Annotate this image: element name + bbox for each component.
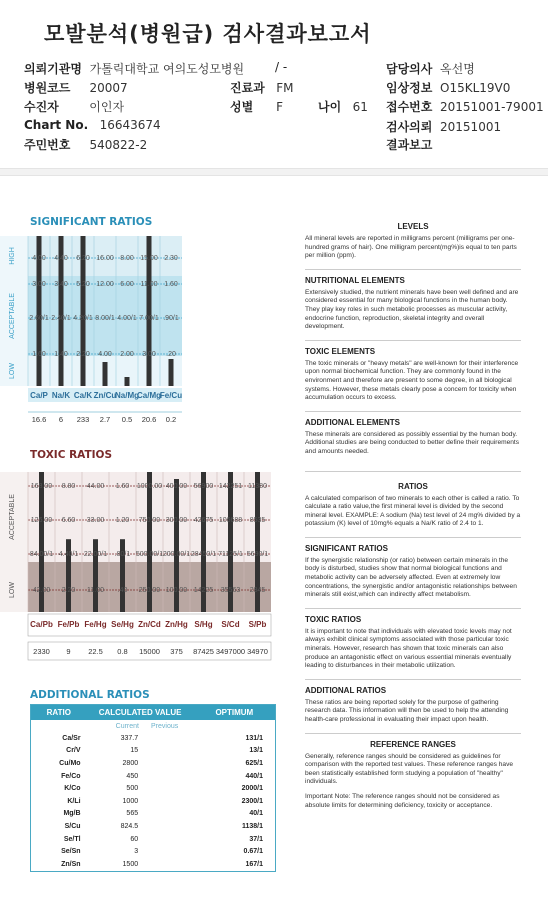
institution-label: 의뢰기관명: [24, 62, 82, 76]
doctor-field: [386, 60, 475, 77]
zone-label: HIGH: [9, 247, 16, 265]
significant-text: If the synergistic relationship (or ratio) between certain minerals in the body is disturbed, studies show that normal biological functions and metabolic activity can be adversely affected. Even at extremely low concentrations, the synergistic and/or antagonistic relationships between minerals still exist,which can indirectly affect metabolism.: [305, 556, 517, 599]
tick-label: 11.00: [140, 281, 158, 288]
ratio-value: 6: [58, 415, 64, 424]
tick-label: 1.40: [54, 351, 68, 358]
header-dash: / -: [275, 60, 288, 74]
table-row: [31, 757, 275, 770]
current-cell: 337.7: [120, 734, 139, 742]
col-previous: Previous: [151, 722, 179, 730]
tick-label: 14225: [193, 587, 214, 594]
ratio-value: 15000: [139, 647, 160, 656]
ratio-cell: Se/Sn: [61, 848, 81, 856]
ratio-cell: S/Cu: [64, 822, 81, 830]
toxic-ratios-text: It is important to note that individuals with elevated toxic levels may not always exhibit clinical symptoms associated with those particular toxic minerals. However, research has shown that toxic minerals can also produce an antagonistic effect on various essential minerals eventually leading to disturbances in their metabolic utilization.: [305, 627, 512, 670]
tick-label: 4.00: [98, 351, 112, 358]
table-subheader: [31, 720, 275, 732]
ratio-cell: Zn/Sn: [61, 860, 81, 868]
reference-note: Important Note: The reference ranges should not be considered as absolute limits for determining deficiency, toxicity or acceptance.: [305, 792, 500, 809]
receipt-no-label: 접수번호: [386, 100, 433, 114]
ratio-value: 233: [76, 415, 90, 424]
ratio-value: 2.7: [99, 415, 111, 424]
ratio-value: 20.6: [141, 415, 157, 424]
nutritional-heading: NUTRITIONAL ELEMENTS: [305, 269, 521, 285]
tick-label: .20: [166, 351, 176, 358]
tick-label: 126.00: [30, 517, 53, 524]
toxic-elements-text: The toxic minerals or "heavy metals" are well-known for their interference upon normal biochemical function. They are commonly found in the environment and therefore are present to some degree, in all biological systems. However, these metals clearly pose a concern for toxicity when accumulation occurs to excess.: [305, 359, 519, 402]
reg-no-field: [24, 136, 147, 153]
additional-elements-text: These minerals are considered as possibly essential by the human body. Additional studies are being conducted to better define their requirements and amounts needed.: [305, 430, 520, 455]
tick-label: 2.60/1: [29, 315, 49, 322]
ratio-value: 375: [170, 647, 183, 656]
ratio-bar: [169, 359, 174, 386]
chart-no-value: 16643674: [99, 118, 161, 132]
clinical-info-field: [386, 79, 510, 96]
tick-label: 2.40/1: [51, 315, 71, 322]
tick-label: 200.00/1: [162, 551, 191, 558]
additional-ratios-title: ADDITIONAL RATIOS: [30, 689, 150, 701]
dept-field: [230, 79, 294, 96]
ratio-name: Ca/P: [30, 391, 48, 400]
zone-label: ACCEPTABLE: [9, 293, 16, 339]
additional-ratios-text: These ratios are being reported solely for the purpose of gathering research data. This information will then be used to help the attending health-care professional in evaluating their impact upon health.: [305, 698, 509, 723]
current-cell: 1000: [122, 797, 139, 805]
ratio-value: 16.6: [31, 415, 47, 424]
tick-label: 11.00: [87, 587, 104, 594]
tick-label: 1.60: [164, 281, 178, 288]
ratio-cell: K/Li: [67, 797, 81, 805]
tick-label: 8.00: [120, 255, 134, 262]
table-row: [31, 808, 275, 821]
col-optimum: OPTIMUM: [215, 708, 254, 717]
optimum-cell: 131/1: [245, 734, 264, 742]
optimum-cell: 37/1: [249, 835, 264, 843]
tick-label: 1.60: [32, 351, 46, 358]
tick-label: 5690/1: [246, 551, 269, 558]
tick-label: 35563: [220, 587, 241, 594]
current-cell: 15: [130, 747, 139, 755]
ratio-bar: [125, 377, 130, 386]
ratios-heading: RATIOS: [305, 471, 521, 491]
tick-label: .90/1: [163, 315, 179, 322]
hospital-code-field: [24, 79, 128, 96]
tick-label: 3.00: [32, 281, 46, 288]
zone-label: LOW: [9, 363, 16, 379]
ratio-name: S/Cd: [221, 620, 240, 629]
ratio-name: Zn/Cu: [93, 391, 117, 400]
ratio-name: Ca/K: [73, 391, 93, 400]
clinical-info-value: O15KL19V0: [440, 81, 511, 95]
toxic-elements-heading: TOXIC ELEMENTS: [305, 340, 521, 356]
examinee-field: [24, 98, 124, 115]
ratio-name: Se/Hg: [111, 620, 134, 629]
levels-heading: LEVELS: [397, 222, 429, 231]
report-date-label: 결과보고: [386, 138, 433, 152]
toxic-ratios-chart: [0, 460, 300, 670]
institution-value: 가톨릭대학교 여의도성모병원: [89, 62, 245, 76]
chart-no-field: [24, 118, 161, 132]
age-label: 나이: [318, 100, 342, 114]
tick-label: 168.00: [30, 483, 53, 490]
tick-label: 2.00: [120, 351, 134, 358]
tick-label: 4.00/1: [117, 315, 137, 322]
ratio-value: 2330: [33, 647, 50, 656]
additional-ratios-heading: ADDITIONAL RATIOS: [305, 679, 521, 695]
toxic-ratios-heading: TOXIC RATIOS: [305, 608, 521, 624]
request-date-field: [386, 118, 501, 135]
tick-label: 1.20: [115, 517, 130, 524]
ratio-cell: Se/Tl: [63, 835, 81, 843]
tick-label: 2.20: [76, 351, 90, 358]
tick-label: 142251: [218, 483, 243, 490]
examinee-label: 수진자: [24, 100, 59, 114]
tick-label: 106688: [218, 517, 243, 524]
dept-value: FM: [276, 81, 294, 95]
toxic-ratios-title: TOXIC RATIOS: [30, 449, 113, 461]
age-value: 61: [352, 100, 368, 114]
ratio-name: Fe/Cu: [159, 391, 183, 400]
tick-label: 12.00: [96, 281, 114, 288]
tick-label: 750.00: [138, 517, 161, 524]
tick-label: 4.00: [32, 255, 46, 262]
ratio-name: Na/Mg: [115, 391, 139, 400]
ratios-text: A calculated comparison of two minerals to each other is called a ratio. To calculate a ratio value,the first mineral level is divided by the second mineral level. EXAMPLE: A sodium (Na) test level of 24 mg% divided by a potassium (K) level of 10mg% equals a Na/K ratio of 2.4 to 1.: [305, 494, 521, 528]
table-body: [31, 732, 275, 871]
ratio-value: 0.5: [121, 415, 133, 424]
report-title: 모발분석(병원급) 검사결과보고서: [44, 22, 372, 46]
tick-label: 71125/1: [218, 551, 243, 558]
table-row: [31, 795, 275, 808]
optimum-cell: 1138/1: [241, 822, 264, 830]
table-row: [31, 820, 275, 833]
hospital-code-value: 20007: [89, 81, 128, 95]
tick-label: 500.00/1: [135, 551, 164, 558]
ratio-value: 0.2: [165, 415, 177, 424]
tick-label: 1.60: [115, 483, 130, 490]
table-row: [31, 858, 275, 871]
doctor-label: 담당의사: [386, 62, 433, 76]
section-divider: [0, 168, 548, 176]
tick-label: 56900: [193, 483, 214, 490]
optimum-cell: 40/1: [249, 810, 264, 818]
tick-label: 7.00/1: [139, 315, 159, 322]
tick-label: 44.00: [86, 483, 105, 490]
table-row: [31, 782, 275, 795]
dept-label: 진료과: [230, 81, 265, 95]
tick-label: 22.00/1: [83, 551, 108, 558]
ratio-value: 87425: [193, 647, 214, 656]
hospital-code-label: 병원코드: [24, 81, 71, 95]
table-row: [31, 745, 275, 758]
ratio-cell: Ca/Sr: [62, 734, 81, 742]
ratio-value: 9: [66, 647, 71, 656]
tick-label: 4.20/1: [73, 315, 93, 322]
reference-text: Generally, reference ranges should be considered as guidelines for comparison with the reported test values. These reference ranges have been statistically established form studying a population of "healthy" individuals.: [305, 752, 514, 786]
ratio-value: 22.5: [88, 647, 103, 656]
request-date-label: 검사의뢰: [386, 120, 433, 134]
receipt-no-value: 20151001-79001: [440, 100, 544, 114]
tick-label: 3.40: [54, 281, 68, 288]
ratio-value: 0.8: [117, 647, 128, 656]
current-cell: 1500: [122, 860, 139, 868]
table-row: [31, 845, 275, 858]
reference-heading: REFERENCE RANGES: [305, 733, 521, 749]
table-row: [31, 833, 275, 846]
zone-label: ACCEPTABLE: [9, 494, 16, 540]
tick-label: 1000.00: [136, 483, 163, 490]
ratio-name: Na/K: [51, 391, 71, 400]
ratio-name: Fe/Hg: [84, 620, 107, 629]
optimum-cell: 2300/1: [241, 797, 264, 805]
significant-ratios-chart: [0, 228, 276, 426]
levels-text: All mineral levels are reported in milligrams percent (milligrams per one-hundred grams of hair). One milligram percent(mg%)is equal to ten parts per million (ppm).: [305, 235, 517, 260]
tick-label: 3.00: [142, 351, 156, 358]
additional-ratios-table: [30, 704, 276, 872]
reg-no-value: 540822-2: [89, 138, 148, 152]
tick-label: 42.00: [32, 587, 51, 594]
tick-label: 15.00: [140, 255, 158, 262]
tick-label: .40: [117, 587, 128, 594]
tick-label: 28450/1: [190, 551, 217, 558]
chart-no-label: Chart No.: [24, 118, 89, 132]
sex-value: F: [276, 100, 283, 114]
clinical-info-label: 임상정보: [386, 81, 433, 95]
request-date-value: 20151001: [440, 120, 502, 134]
receipt-no-field: [386, 98, 544, 115]
optimum-cell: 0.67/1: [243, 848, 264, 856]
tick-label: 11380: [248, 483, 267, 490]
col-calculated: CALCULATED VALUE: [98, 708, 182, 717]
ratio-cell: K/Co: [64, 785, 81, 793]
zone-label: LOW: [9, 582, 16, 598]
tick-label: 400.00: [165, 483, 188, 490]
tick-label: 6.00: [120, 281, 134, 288]
current-cell: 60: [130, 835, 139, 843]
doctor-value: 옥선명: [440, 62, 475, 76]
optimum-cell: 2000/1: [241, 785, 264, 793]
optimum-cell: 440/1: [245, 772, 264, 780]
tick-label: 33.00: [86, 517, 105, 524]
nutritional-text: Extensively studied, the nutrient minerals have been well defined and are considered essential for many biological functions in the human body. They play key roles in such metabolic processes as muscular activity, endocrine function, reproduction, skeletal integrity and overall development.: [305, 288, 519, 331]
tick-label: 6.60: [61, 517, 76, 524]
tick-label: 16.00: [96, 255, 114, 262]
tick-label: 2.30: [164, 255, 178, 262]
report-date-field: [386, 136, 432, 153]
examinee-value: 이인자: [89, 100, 125, 114]
current-cell: 500: [126, 785, 139, 793]
ratio-name: Fe/Pb: [57, 620, 80, 629]
ratio-name: Zn/Hg: [165, 620, 188, 629]
ratio-name: Ca/Pb: [30, 620, 53, 629]
current-cell: 565: [126, 810, 139, 818]
ratio-name: S/Pb: [248, 620, 267, 629]
reg-no-label: 주민번호: [24, 138, 71, 152]
table-header: [31, 705, 275, 720]
significant-heading: SIGNIFICANT RATIOS: [305, 537, 521, 553]
optimum-cell: 167/1: [245, 860, 264, 868]
ratio-cell: Cu/Mo: [59, 759, 81, 767]
ratio-cell: Mg/B: [63, 810, 81, 818]
ratio-value: 34970: [247, 647, 268, 656]
tick-label: 8535: [249, 517, 266, 524]
tick-label: 84.00/1: [29, 551, 54, 558]
ratio-name: S/Hg: [194, 620, 213, 629]
ratio-bar: [103, 362, 108, 386]
tick-label: 2.20: [61, 587, 76, 594]
tick-label: 42675: [193, 517, 214, 524]
current-cell: 450: [126, 772, 139, 780]
tick-label: .80/1: [114, 551, 131, 558]
ratio-name: Zn/Cd: [138, 620, 161, 629]
tick-label: 8.80: [61, 483, 76, 490]
col-ratio: RATIO: [46, 708, 71, 717]
sex-label: 성별: [230, 100, 254, 114]
ratio-value: 3497000: [215, 647, 246, 656]
additional-elements-heading: ADDITIONAL ELEMENTS: [305, 411, 521, 427]
table-row: [31, 770, 275, 783]
tick-label: 2845: [249, 587, 266, 594]
optimum-cell: 13/1: [249, 747, 264, 755]
ratio-cell: Fe/Co: [61, 772, 81, 780]
tick-label: 4.40: [54, 255, 68, 262]
tick-label: 6.20: [76, 255, 90, 262]
tick-label: 5.20: [76, 281, 90, 288]
optimum-cell: 625/1: [245, 759, 264, 767]
current-cell: 824.5: [120, 822, 139, 830]
age-field: [318, 98, 368, 115]
institution-field: [24, 60, 244, 77]
tick-label: 250.00: [138, 587, 161, 594]
current-cell: 2800: [122, 759, 139, 767]
current-cell: 3: [134, 848, 139, 856]
table-row: [31, 732, 275, 745]
significant-ratios-title: SIGNIFICANT RATIOS: [30, 216, 153, 228]
ratio-cell: Cr/V: [66, 747, 81, 755]
tick-label: 4.40/1: [58, 551, 79, 558]
tick-label: 100.00: [165, 587, 188, 594]
ratio-name: Ca/Mg: [137, 391, 161, 400]
tick-label: 8.00/1: [95, 315, 115, 322]
tick-label: 300.00: [165, 517, 188, 524]
sex-field: [230, 98, 283, 115]
info-panel: [305, 206, 521, 810]
col-current: Current: [115, 722, 139, 730]
